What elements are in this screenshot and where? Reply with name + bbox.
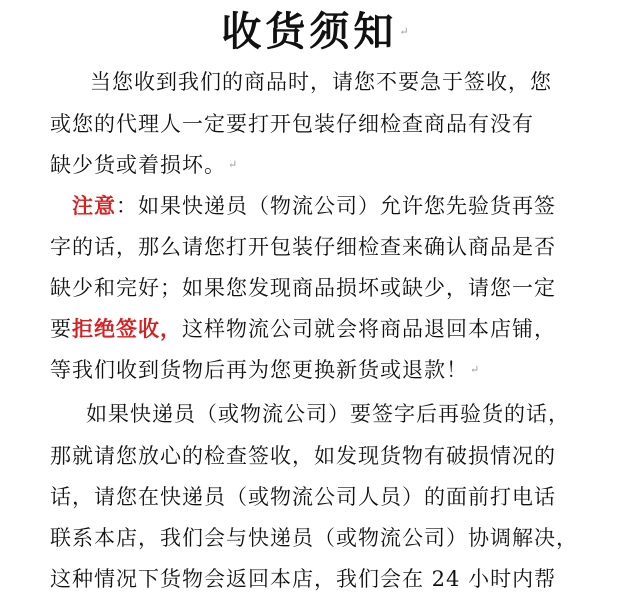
document-title-row — [0, 6, 630, 58]
text-line — [50, 272, 556, 304]
text-span: 缺少和完好；如果您发现商品损坏或缺少，请您一定 — [50, 276, 556, 300]
text-line — [50, 231, 556, 263]
text-line — [86, 398, 570, 430]
text-span: 当您收到我们的商品时，请您不要急于签收，您 — [90, 70, 552, 94]
text-line — [72, 190, 556, 222]
paragraph-mark-icon: ↵ — [399, 25, 409, 38]
text-line — [50, 108, 534, 140]
text-span: 这样物流公司就会将商品退回本店铺， — [182, 317, 556, 341]
document-title: 收货须知 — [221, 8, 398, 55]
refuse-sign-highlight: 拒绝签收， — [72, 316, 182, 341]
paragraph-mark-icon: ↵ — [228, 158, 238, 171]
text-line — [50, 563, 556, 595]
text-line — [50, 354, 479, 386]
text-span: 联系本店，我们会与快递员（或物流公司）协调解决， — [50, 526, 578, 550]
paragraph-mark-icon: ↵ — [470, 363, 480, 376]
text-line — [50, 481, 556, 513]
text-span: 这种情况下货物会返回本店，我们会在 24 小时内帮 — [50, 567, 557, 591]
text-span: 要 — [50, 317, 72, 341]
text-span: 或您的代理人一定要打开包装仔细检查商品有没有 — [50, 112, 534, 136]
text-line — [50, 440, 556, 472]
text-line — [50, 149, 237, 181]
text-line — [90, 66, 552, 98]
note-label: 注意 — [72, 193, 116, 218]
text-span: 那就请您放心的检查签收，如发现货物有破损情况的 — [50, 444, 556, 468]
text-line — [50, 313, 556, 345]
text-span: 如果快递员（或物流公司）要签字后再验货的话， — [86, 402, 570, 426]
text-span: 缺少货或着损坏。 — [50, 153, 226, 177]
text-line — [50, 522, 578, 554]
text-span: 等我们收到货物后再为您更换新货或退款！ — [50, 358, 468, 382]
text-span: 话，请您在快递员（或物流公司人员）的面前打电话 — [50, 485, 556, 509]
text-span: 字的话，那么请您打开包装仔细检查来确认商品是否 — [50, 235, 556, 259]
text-span: ：如果快递员（物流公司）允许您先验货再签 — [116, 194, 556, 218]
